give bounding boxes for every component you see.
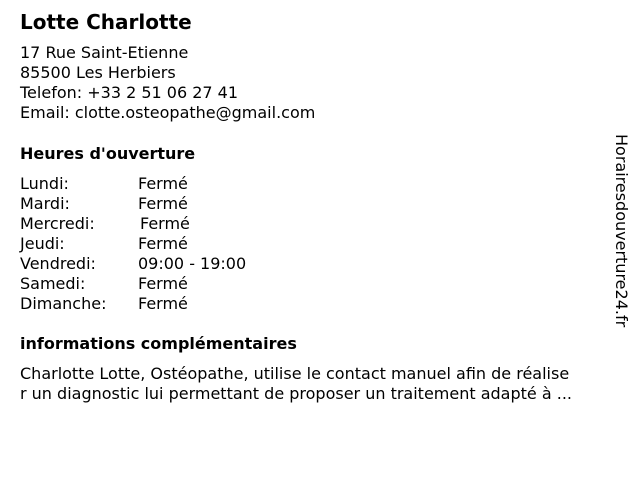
hours-day-value: Fermé [138,294,188,313]
email-address: Email: clotte.osteopathe@gmail.com [20,103,316,122]
address-block [20,43,315,123]
hours-day-label: Lundi: [20,174,69,193]
hours-day-label: Jeudi: [20,234,65,253]
city-address: 85500 Les Herbiers [20,63,176,82]
hours-day-value: Fermé [140,214,190,233]
site-watermark: Horairesdouverture24.fr [612,134,631,328]
additional-info-heading: informations complémentaires [20,334,297,353]
description-line: Charlotte Lotte, Ostéopathe, utilise le contact manuel afin de réalise [20,364,570,383]
hours-day-value: 09:00 - 19:00 [138,254,247,273]
hours-day-label: Vendredi: [20,254,96,273]
hours-day-value: Fermé [138,274,188,293]
hours-day-label: Mardi: [20,194,70,213]
hours-day-value: Fermé [138,234,188,253]
street-address: 17 Rue Saint-Etienne [20,43,189,62]
description-line: r un diagnostic lui permettant de proposer un traitement adapté à ... [20,384,572,403]
hours-day-label: Samedi: [20,274,86,293]
hours-day-label: Dimanche: [20,294,107,313]
opening-hours-heading: Heures d'ouverture [20,144,196,163]
additional-info-text [20,364,620,404]
hours-day-value: Fermé [138,174,188,193]
business-name: Lotte Charlotte [20,10,192,34]
hours-day-value: Fermé [138,194,188,213]
phone-number: Telefon: +33 2 51 06 27 41 [20,83,239,102]
hours-day-label: Mercredi: [20,214,95,233]
